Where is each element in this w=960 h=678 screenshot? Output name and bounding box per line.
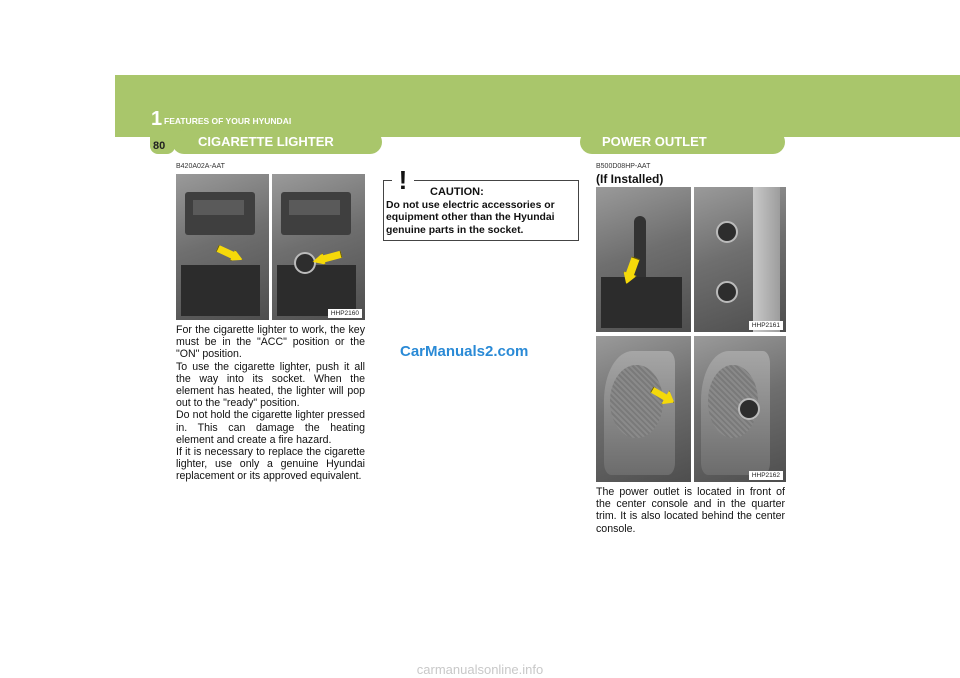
- watermark-link[interactable]: CarManuals2.com: [400, 343, 529, 360]
- section-subtitle: (If Installed): [596, 172, 664, 186]
- caution-text: Do not use electric accessories or equipment other than the Hyundai genuine parts in the socket.: [386, 200, 555, 236]
- footer-watermark[interactable]: carmanualsonline.info: [416, 662, 544, 677]
- header-band: [115, 75, 960, 137]
- photo-outlet-open: [694, 336, 786, 482]
- section-title-cigarette-lighter: CIGARETTE LIGHTER: [172, 130, 382, 154]
- section-code: B500D08HP-AAT: [596, 163, 651, 170]
- arrow-icon: [215, 243, 245, 266]
- paragraph: If it is necessary to replace the cigarette lighter, use only a genuine Hyundai replacement or its approved equivalent.: [176, 446, 365, 483]
- power-outlet-photos-bottom: [596, 336, 786, 482]
- paragraph: For the cigarette lighter to work, the key must be in the "ACC" position or the "ON" position.: [176, 324, 365, 361]
- power-outlet-text: The power outlet is located in front of the center console and in the quarter trim. It is also located behind the center console.: [596, 486, 785, 535]
- photo-console-outlet: [596, 187, 691, 332]
- paragraph: Do not hold the cigarette lighter pressed in. This can damage the heating element and create a fire hazard.: [176, 409, 365, 446]
- photo-label: HHP2160: [328, 309, 362, 318]
- chapter-number: 1: [151, 108, 163, 130]
- photo-rear-console-outlet: [596, 336, 691, 482]
- caution-title: CAUTION:: [430, 186, 484, 198]
- cigarette-lighter-photos: [176, 174, 365, 320]
- warning-exclamation-icon: !: [392, 165, 414, 195]
- photo-console-lighter: [176, 174, 269, 320]
- chapter-title: FEATURES OF YOUR HYUNDAI: [164, 116, 292, 126]
- photo-label: HHP2161: [749, 321, 783, 330]
- section-code: B420A02A-AAT: [176, 163, 225, 170]
- photo-lighter-in-hand: [272, 174, 365, 320]
- page-number: 80: [153, 140, 166, 152]
- paragraph: To use the cigarette lighter, push it all the way into its socket. When the element has heated, the lighter will pop out to the "ready" position.: [176, 360, 365, 410]
- photo-quarter-trim-outlet: [694, 187, 786, 332]
- photo-label: HHP2162: [749, 471, 783, 480]
- power-outlet-photos-top: [596, 187, 786, 332]
- cigarette-lighter-text: [176, 324, 365, 483]
- section-title-power-outlet: POWER OUTLET: [580, 130, 785, 154]
